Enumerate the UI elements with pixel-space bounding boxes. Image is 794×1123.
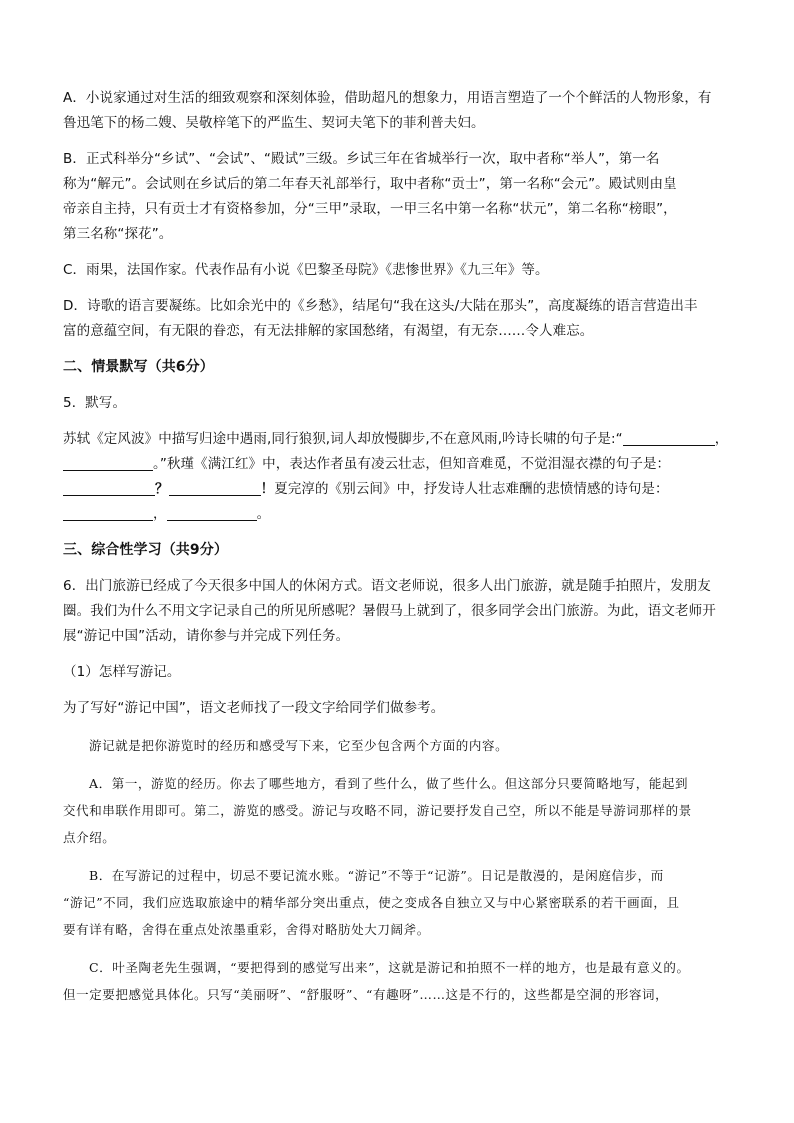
text-span: ！ — [260, 481, 275, 497]
text-span: 。”秋瑾《满江红》中，表达作者虽有凌云壮志，但知音难觅，不觉泪湿衣襟的句子是： — [153, 456, 671, 472]
text-line: 但一定要把感觉具体化。只写“美丽呀”、“舒服呀”、“有趣呀”……这是不行的，这些都是空洞的形容词， — [63, 987, 669, 1002]
text-line: 要有详有略，舍得在重点处浓墨重彩，舍得对略肪处大刀阔斧。 — [63, 922, 430, 937]
text-line: 点介绍。 — [63, 830, 116, 845]
text-line: C．叶圣陶老先生强调，“要把得到的感觉写出来”，这就是游记和拍照不一样的地方，也是最有意义的。 — [89, 960, 690, 975]
text-span: ， — [714, 431, 729, 447]
option-b — [63, 147, 743, 247]
text-line — [63, 502, 743, 527]
section-heading: 三、综合性学习（共9分） — [63, 542, 228, 558]
question-label: 5．默写。 — [63, 395, 127, 411]
document-page — [63, 86, 743, 1008]
answer-blank[interactable] — [167, 505, 257, 521]
option-d — [63, 294, 743, 344]
answer-blank[interactable] — [63, 480, 155, 496]
text-line: 6．出门旅游已经成了今天很多中国人的休闲方式。语文老师说，很多人出门旅游，就是随手拍照片，发朋友 — [63, 578, 711, 594]
text-line: 交代和串联作用即可。第二，游览的感受。游记与攻略不同，游记要抒发自己空，所以不能是导游词那样的景 — [63, 803, 692, 818]
answer-blank[interactable] — [623, 430, 715, 446]
text-span: ？ — [155, 481, 169, 497]
text-line: 鲁迅笔下的杨二嫂、吴敬梓笔下的严监生、契诃夫笔下的菲利普夫妇。 — [63, 115, 485, 131]
text-span: ， — [153, 506, 167, 522]
text-line: A．第一，游览的经历。你去了哪些地方，看到了些什么，做了些什么。但这部分只要简略地写，能起到 — [89, 776, 689, 791]
text-line: 第三名称“探花”。 — [63, 226, 173, 242]
reference-intro: 游记就是把你游览时的经历和感受写下来，它至少包含两个方面的内容。 — [89, 738, 509, 753]
text-line: “游记”不同，我们应选取旅途中的精华部分突出重点，使之变成各自独立又与中心紧密联系的若干画面，且 — [63, 895, 680, 910]
text-line — [63, 477, 743, 502]
text-line: 帝亲自主持，只有贡士才有资格参加，分“三甲”录取，一甲三名中第一名称“状元”，第二名称“榜眼”， — [63, 201, 677, 217]
reference-passage — [63, 732, 743, 1008]
question-6 — [63, 574, 743, 649]
text-span: 苏轼《定风波》中描写归途中遇雨,同行狼狈,词人却放慢脚步,不在意风雨,吟诗长啸的句子是:“ — [63, 431, 623, 447]
answer-blank[interactable] — [63, 455, 153, 471]
text-line — [63, 427, 743, 452]
sub-question-intro: 为了写好“游记中国”，语文老师找了一段文字给同学们做参考。 — [63, 700, 445, 716]
option-c — [63, 258, 743, 283]
section-heading: 二、情景默写（共6分） — [63, 359, 214, 375]
text-line: B．在写游记的过程中，切忌不要记流水账。“游记”不等于“记游”。日记是散漫的，是闲庭信步，而 — [89, 868, 664, 883]
answer-blank[interactable] — [169, 480, 261, 496]
text-line: 称为“解元”。会试则在乡试后的第二年春天礼部举行，取中者称“贡士”，第一名称“会元”。殿试则由皇 — [63, 176, 677, 192]
text-span: 。 — [256, 506, 271, 522]
text-span: 夏完淳的《别云间》中，抒发诗人壮志难酬的悲愤情感的诗句是： — [274, 481, 669, 497]
text-line: C．雨果，法国作家。代表作品有小说《巴黎圣母院》《悲惨世界》《九三年》等。 — [63, 262, 549, 278]
text-line — [63, 452, 743, 477]
text-line: D．诗歌的语言要凝练。比如余光中的《乡愁》，结尾句“我在这头/大陆在那头”，高度凝练的语言营造出丰 — [63, 298, 698, 314]
text-line: 富的意蕴空间，有无限的眷恋，有无法排解的家国愁绪，有渴望，有无奈……令人难忘。 — [63, 323, 594, 339]
answer-blank[interactable] — [63, 505, 153, 521]
option-a — [63, 86, 743, 136]
text-line: A．小说家通过对生活的细致观察和深刻体验，借助超凡的想象力，用语言塑造了一个个鲜活的人物形象，有 — [63, 90, 712, 106]
text-line: B．正式科举分“乡试”、“会试”、“殿试”三级。乡试三年在省城举行一次，取中者称“举人”，第一名 — [63, 151, 660, 167]
sub-question: （1）怎样写游记。 — [63, 664, 181, 680]
text-line: 展“游记中国”活动，请你参与并完成下列任务。 — [63, 628, 350, 644]
text-line: 圈。我们为什么不用文字记录自己的所见所感呢？暑假马上就到了，很多同学会出门旅游。为此，语文老师开 — [63, 603, 716, 619]
dictation-question — [63, 427, 743, 527]
